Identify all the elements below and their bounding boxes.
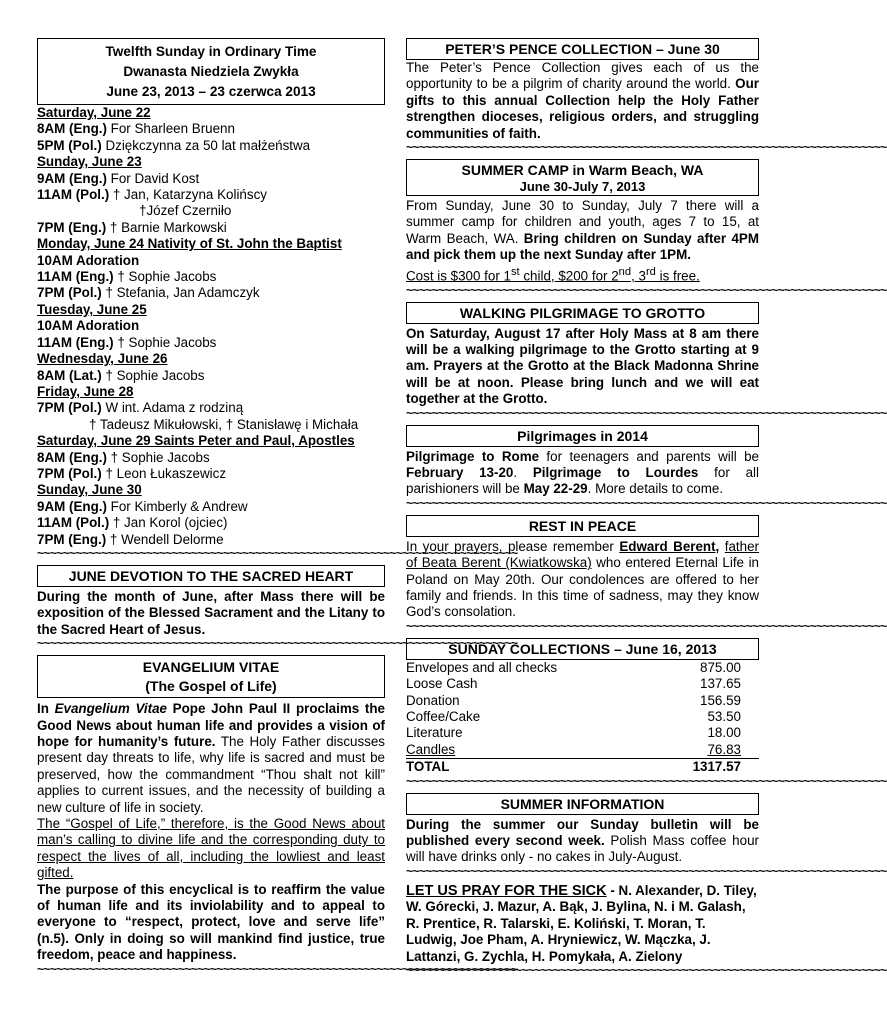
- collection-label: Envelopes and all checks: [406, 659, 558, 675]
- schedule-day: Wednesday, June 26: [37, 351, 168, 367]
- text-run: Our gifts to this annual Collection help the Holy Father strengthen dioceses, religious orders, and struggling communities of faith.: [406, 76, 759, 141]
- mass-intention: For Kimberly & Andrew: [106, 498, 248, 514]
- text-run: During the summer our Sunday bulletin will be published every second week.: [406, 816, 759, 849]
- schedule-mass: [37, 499, 385, 515]
- mass-intention: † Wendell Delorme: [106, 531, 224, 547]
- peters-pence-header: PETER’S PENCE COLLECTION – June 30: [406, 38, 759, 60]
- total-label: TOTAL: [406, 759, 450, 775]
- text-run: is free.: [655, 268, 700, 284]
- collection-label: Candles: [406, 741, 456, 757]
- mass-intention: Dziękczynna za 50 lat małżeństwa: [101, 137, 311, 153]
- separator: ~~~~~~~~~~~~~~~~~~~~~~~~~~~~~~~~~~~~~~~~~~~~~~~~~~~~~~~~~~~~~~~~~~~~~~~~~~~: [406, 140, 887, 155]
- mass-time: 8AM (Lat.): [37, 367, 102, 383]
- mass-intention: † Sophie Jacobs: [101, 367, 205, 383]
- schedule-mass: [37, 466, 385, 482]
- schedule-continuation: †Józef Czerniło: [139, 203, 232, 219]
- mass-time: 8AM (Eng.): [37, 449, 107, 465]
- text-run: Pilgrimage to Rome: [406, 448, 540, 464]
- summer-info-text: [406, 817, 759, 866]
- title-line: June 23, 2013 – 23 czerwca 2013: [106, 84, 316, 99]
- text-run: The Peter’s Pence Collection gives each of us the opportunity to be a pilgrim of charity around the world.: [406, 60, 759, 92]
- collection-amount: 156.59: [700, 692, 741, 708]
- pray-for-sick: [406, 883, 759, 965]
- encyclical-title: Evangelium Vitae: [54, 701, 167, 717]
- schedule-mass: [37, 335, 385, 351]
- schedule-mass: [37, 220, 385, 236]
- mass-intention: † Jan, Katarzyna Kolińscy: [109, 187, 267, 203]
- deceased-name: Edward Berent,: [619, 538, 720, 554]
- separator: ~~~~~~~~~~~~~~~~~~~~~~~~~~~~~~~~~~~~~~~~~~~~~~~~~~~~~~~~~~~~~~~~~~~~~~~~~~~: [37, 636, 518, 651]
- separator: ~~~~~~~~~~~~~~~~~~~~~~~~~~~~~~~~~~~~~~~~~~~~~~~~~~~~~~~~~~~~~~~~~~~~~~~~~~~: [406, 962, 887, 977]
- schedule-mass: [37, 269, 385, 285]
- text-run: .: [513, 464, 533, 480]
- mass-time: 7PM (Eng.): [37, 219, 107, 235]
- summer-camp-header: [406, 159, 759, 196]
- evangelium-paragraph-2: The “Gospel of Life,” therefore, is the Good News about man’s calling to divine life and the corresponding duty to respect the lives of all, including the lowliest and least gifted.: [37, 816, 385, 881]
- summer-camp-title: SUMMER CAMP in Warm Beach, WA: [461, 162, 704, 179]
- total-amount: 1317.57: [692, 759, 741, 775]
- mass-time: 7PM (Pol.): [37, 465, 102, 481]
- mass-time: 11AM (Eng.): [37, 269, 114, 285]
- pilgrimages-text: [406, 449, 759, 498]
- pilgrimages-header: Pilgrimages in 2014: [406, 425, 759, 447]
- collections-header: SUNDAY COLLECTIONS – June 16, 2013: [406, 638, 759, 660]
- mass-intention: W int. Adama z rodziną: [101, 400, 244, 416]
- schedule-event: 10AM Adoration: [37, 252, 140, 268]
- text-run: Cost is $300 for 1: [406, 268, 511, 284]
- evangelium-subtitle: (The Gospel of Life): [145, 678, 277, 695]
- mass-intention: For David Kost: [106, 170, 200, 186]
- separator: ~~~~~~~~~~~~~~~~~~~~~~~~~~~~~~~~~~~~~~~~~~~~~~~~~~~~~~~~~~~~~~~~~~~~~~~~~~~: [406, 773, 887, 788]
- summer-info-header: SUMMER INFORMATION: [406, 793, 759, 815]
- collection-label: Loose Cash: [406, 676, 478, 692]
- collection-label: Literature: [406, 725, 463, 741]
- schedule-mass: [37, 138, 385, 154]
- schedule-day: Friday, June 28: [37, 383, 134, 399]
- evangelium-title: EVANGELIUM VITAE: [142, 659, 280, 676]
- grotto-text: On Saturday, August 17 after Holy Mass at 8 am there will be a walking pilgrimage to the Grotto starting at 9 am. Prayers at the Grotto at the Black Madonna Shrine will be at noon. Please bring lunch and we will eat together at the Grotto.: [406, 325, 759, 407]
- mass-time: 11AM (Eng.): [37, 334, 114, 350]
- separator: ~~~~~~~~~~~~~~~~~~~~~~~~~~~~~~~~~~~~~~~~~~~~~~~~~~~~~~~~~~~~~~~~~~~~~~~~~~~: [406, 282, 887, 297]
- table-row: [406, 676, 759, 692]
- sick-names: - N. Alexander, D. Tiley, W. Górecki, J. Mazur, A. Bąk, J. Bylina, N. i M. Galash, R. Prentice, R. Talarski, E. Koliński, T. Moran, T. Ludwig, Joe Pham, A. Hryniewicz, W. Mączka, J. Lattanzi, G. Zychla, H. Pomykała, A. Zielony: [406, 882, 757, 964]
- mass-time: 7PM (Pol.): [37, 400, 102, 416]
- evangelium-header: [37, 655, 385, 698]
- mass-intention: † Jan Korol (ojciec): [109, 515, 228, 531]
- text-run: rd: [645, 265, 656, 278]
- table-row: [406, 693, 759, 709]
- mass-intention: † Sophie Jacobs: [113, 269, 217, 285]
- table-row: [406, 660, 759, 676]
- title-line: Dwanasta Niedziela Zwykła: [123, 64, 299, 79]
- summer-camp-dates: June 30-July 7, 2013: [519, 179, 646, 195]
- schedule-day: Sunday, June 30: [37, 482, 142, 498]
- schedule-day: Saturday, June 29 Saints Peter and Paul, Apostles: [37, 433, 355, 449]
- text-run: Pope John Paul II proclaims the Good News about human life and provides a vision of hope for humanity’s future.: [37, 701, 385, 749]
- schedule-mass: [37, 121, 385, 137]
- table-row: [406, 709, 759, 725]
- separator: ~~~~~~~~~~~~~~~~~~~~~~~~~~~~~~~~~~~~~~~~~~~~~~~~~~~~~~~~~~~~~~~~~~~~~~~~~~~: [37, 961, 518, 976]
- text-run: st: [510, 265, 520, 278]
- text-run: May 22-29: [523, 481, 588, 497]
- text-run: Bring children on Sunday after 4PM and pick them up the next Sunday after 1PM.: [406, 230, 759, 263]
- collection-amount: 76.83: [707, 741, 741, 757]
- pray-sick-title: LET US PRAY FOR THE SICK: [406, 882, 607, 899]
- mass-intention: † Sophie Jacobs: [106, 449, 210, 465]
- text-run: child, $200 for 2: [519, 268, 619, 284]
- separator: ~~~~~~~~~~~~~~~~~~~~~~~~~~~~~~~~~~~~~~~~~~~~~~~~~~~~~~~~~~~~~~~~~~~~~~~~~~~: [406, 863, 887, 878]
- mass-time: 7PM (Eng.): [37, 531, 107, 547]
- collection-amount: 18.00: [707, 725, 741, 741]
- text-run: , 3: [631, 268, 646, 284]
- mass-intention: † Stefania, Jan Adamczyk: [101, 285, 260, 301]
- collections-table: [406, 660, 759, 776]
- collection-label: Coffee/Cake: [406, 709, 481, 725]
- mass-intention: † Sophie Jacobs: [113, 334, 217, 350]
- table-row: [406, 725, 759, 741]
- text-run: February 13-20: [406, 464, 514, 480]
- mass-time: 5PM (Pol.): [37, 137, 102, 153]
- text-run: In: [37, 701, 55, 717]
- schedule-day: Sunday, June 23: [37, 154, 142, 170]
- rest-in-peace-text: [406, 539, 759, 621]
- schedule-day: Monday, June 24 Nativity of St. John the Baptist: [37, 236, 342, 252]
- mass-time: 11AM (Pol.): [37, 187, 110, 203]
- evangelium-paragraph-1: [37, 701, 385, 816]
- mass-time: 11AM (Pol.): [37, 515, 110, 531]
- devotion-header: JUNE DEVOTION TO THE SACRED HEART: [37, 565, 385, 587]
- summer-camp-cost: [406, 264, 759, 285]
- summer-camp-text: [406, 198, 759, 264]
- collection-amount: 53.50: [707, 709, 741, 725]
- text-run: . More details to come.: [587, 481, 724, 497]
- mass-intention: † Barnie Markowski: [106, 219, 227, 235]
- mass-schedule: [37, 105, 385, 548]
- text-run: In your prayers, please remember: [406, 538, 620, 554]
- schedule-event: 10AM Adoration: [37, 318, 140, 334]
- table-row: [406, 742, 759, 759]
- schedule-continuation: † Tadeusz Mikułowski, † Stanisławę i Michała: [89, 416, 359, 432]
- text-run: The Holy Father discusses present day threats to life, why life is sacred and must be preserved, how the commandment “Thou shalt not kill” applies to current issues, and the necessity of building a new culture of life in society.: [37, 734, 385, 815]
- title-line: Twelfth Sunday in Ordinary Time: [105, 44, 317, 59]
- mass-time: 9AM (Eng.): [37, 170, 107, 186]
- schedule-mass: [37, 450, 385, 466]
- schedule-mass: [37, 515, 385, 531]
- schedule-mass: [37, 171, 385, 187]
- title-box: [37, 38, 385, 105]
- devotion-text: During the month of June, after Mass there will be exposition of the Blessed Sacrament and the Litany to the Sacred Heart of Jesus.: [37, 588, 385, 637]
- text-run: Polish Mass coffee hour will have drinks only - no cakes in July-August.: [406, 833, 759, 865]
- text-run: Pilgrimage to Lourdes: [532, 464, 699, 480]
- mass-time: 7PM (Pol.): [37, 285, 102, 301]
- text-run: for all parishioners will be: [406, 464, 759, 497]
- schedule-mass: [37, 187, 385, 203]
- schedule-mass: [37, 400, 385, 416]
- separator: ~~~~~~~~~~~~~~~~~~~~~~~~~~~~~~~~~~~~~~~~~~~~~~~~~~~~~~~~~~~~~~~~~~~~~~~~~~~: [406, 405, 887, 420]
- collection-amount: 137.65: [700, 676, 741, 692]
- text-run: nd: [618, 265, 632, 278]
- text-run: From Sunday, June 30 to Sunday, July 7 there will a summer camp for children and youth, ages 7 to 15, at Warm Beach, WA.: [406, 198, 759, 246]
- schedule-mass: [37, 368, 385, 384]
- mass-intention: For Sharleen Bruenn: [106, 121, 235, 137]
- mass-time: 8AM (Eng.): [37, 121, 107, 137]
- text-run: father of Beata Berent (Kwiatkowska): [406, 538, 759, 571]
- mass-intention: † Leon Łukaszewicz: [101, 465, 227, 481]
- separator: ~~~~~~~~~~~~~~~~~~~~~~~~~~~~~~~~~~~~~~~~~~~~~~~~~~~~~~~~~~~~~~~~~~~~~~~~~~~: [406, 495, 887, 510]
- separator: ~~~~~~~~~~~~~~~~~~~~~~~~~~~~~~~~~~~~~~~~~~~~~~~~~~~~~~~~~~~~~~~~~~~~~~~~~~~: [406, 618, 887, 633]
- text-run: for teenagers and parents will be: [539, 448, 759, 464]
- schedule-day: Tuesday, June 25: [37, 301, 147, 317]
- collection-amount: 875.00: [700, 659, 741, 675]
- mass-time: 9AM (Eng.): [37, 498, 107, 514]
- grotto-header: WALKING PILGRIMAGE TO GROTTO: [406, 302, 759, 324]
- collection-label: Donation: [406, 692, 460, 708]
- peters-pence-text: [406, 60, 759, 142]
- text-run: who entered Eternal Life in Poland on May 20th. Our condolences are offered to her family and friends. In this time of sadness, may they know God’s consolation.: [406, 555, 759, 620]
- schedule-mass: [37, 285, 385, 301]
- evangelium-paragraph-3: The purpose of this encyclical is to reaffirm the value of human life and its inviolability and to appeal to everyone to “respect, protect, love and serve life” (n.5). Only in doing so will mankind find justice, true freedom, peace and happiness.: [37, 881, 385, 963]
- schedule-day: Saturday, June 22: [37, 105, 151, 120]
- right-column: [406, 38, 887, 977]
- separator: ~~~~~~~~~~~~~~~~~~~~~~~~~~~~~~~~~~~~~~~~~~~~~~~~~~~~~~~~~~~~~~~~~~~~~~~~~~~: [37, 545, 518, 560]
- rest-in-peace-header: REST IN PEACE: [406, 515, 759, 537]
